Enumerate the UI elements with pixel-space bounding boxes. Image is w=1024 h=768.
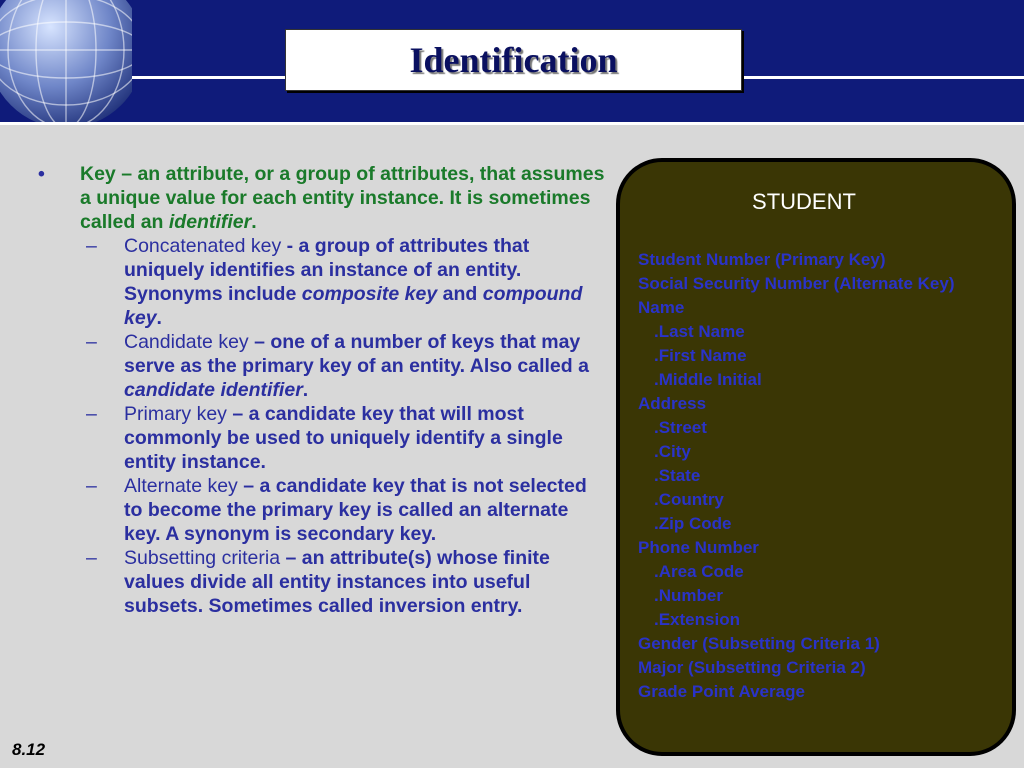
sub-item-subsetting-criteria: – Subsetting criteria – an attribute(s) whose finite values divide all entity instances into useful subsets. Sometimes called inversion entry.	[86, 547, 550, 617]
entity-attribute-list	[638, 248, 954, 704]
slide-content	[38, 162, 608, 618]
title-box	[285, 29, 742, 91]
entity-title: STUDENT	[752, 189, 856, 214]
slide-number: 8.12	[12, 740, 46, 759]
globe-icon	[0, 0, 132, 122]
entity-attribute: Student Number (Primary Key)	[638, 250, 886, 269]
entity-attribute: .First Name	[654, 346, 747, 365]
entity-attribute: .Area Code	[654, 562, 744, 581]
entity-attribute: .Street	[654, 418, 707, 437]
entity-attribute: .Zip Code	[654, 514, 732, 533]
sub-item-candidate-key: – Candidate key – one of a number of keys that may serve as the primary key of an entity. Also called a candidate identifier.	[86, 331, 589, 401]
entity-attribute: Major (Subsetting Criteria 2)	[638, 658, 866, 677]
entity-attribute: Grade Point Average	[638, 682, 805, 701]
entity-attribute: Address	[638, 394, 707, 413]
sub-item-concatenated-key: – Concatenated key - a group of attributes that uniquely identifies an instance of an entity. Synonyms include composite key and compound key.	[86, 235, 583, 329]
main-bullet	[38, 162, 608, 234]
sub-item-primary-key: – Primary key – a candidate key that will most commonly be used to uniquely identify a single entity instance.	[86, 403, 563, 473]
entity-attribute: Gender (Subsetting Criteria 1)	[638, 634, 880, 653]
entity-attribute: .Extension	[654, 610, 740, 629]
entity-attribute: Social Security Number (Alternate Key)	[638, 274, 955, 293]
entity-attribute: .Middle Initial	[654, 370, 762, 389]
student-entity-box	[616, 158, 1016, 756]
bullet-text: Key – an attribute, or a group of attributes, that assumes a unique value for each entity instance. It is sometimes called an identifier.	[80, 163, 605, 233]
entity-attribute: Name	[638, 298, 685, 317]
sub-item-alternate-key: – Alternate key – a candidate key that is not selected to become the primary key is called an alternate key. A synonym is secondary key.	[86, 475, 587, 545]
header-bar	[0, 0, 1024, 125]
bullet-marker: •	[38, 163, 45, 185]
entity-attribute: Phone Number	[638, 538, 759, 557]
entity-attribute: .Number	[654, 586, 723, 605]
header-bottom-border	[0, 122, 1024, 125]
entity-attribute: .Last Name	[654, 322, 745, 341]
slide-title: Identification	[409, 40, 618, 80]
entity-attribute: .State	[654, 466, 701, 485]
entity-attribute: .City	[654, 442, 691, 461]
entity-attribute: .Country	[654, 490, 724, 509]
